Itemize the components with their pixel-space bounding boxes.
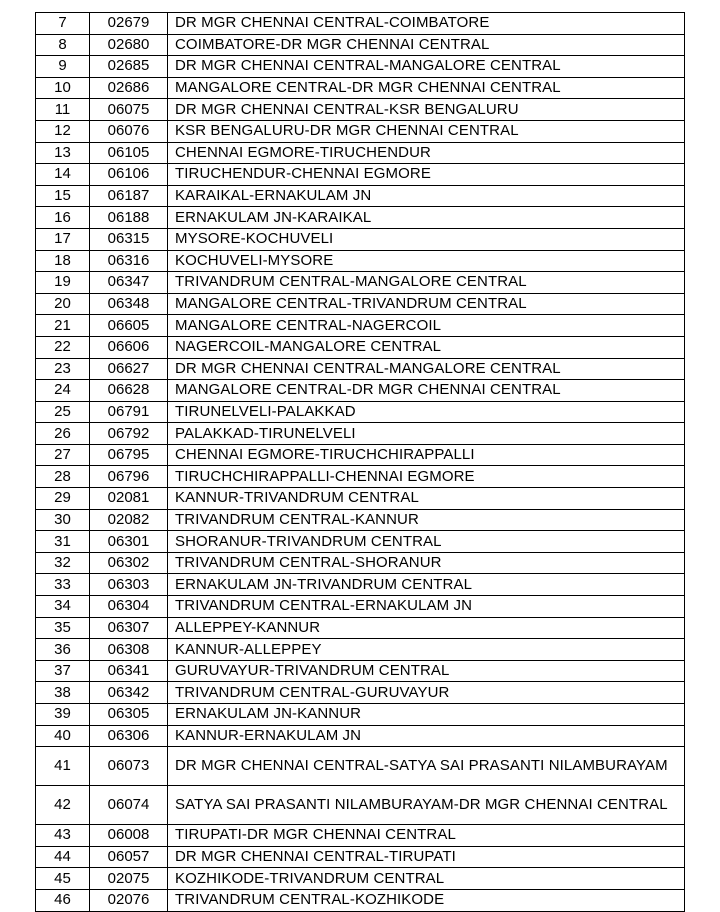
serial-number-cell: 9 [36,56,90,78]
table-row [36,423,685,445]
train-number-cell: 06076 [90,120,168,142]
train-number-cell: 06342 [90,682,168,704]
route-cell: KARAIKAL-ERNAKULAM JN [168,185,685,207]
train-number-cell: 02680 [90,34,168,56]
route-cell: GURUVAYUR-TRIVANDRUM CENTRAL [168,660,685,682]
serial-number-cell: 26 [36,423,90,445]
table-row [36,682,685,704]
table-row [36,34,685,56]
table-row [36,164,685,186]
train-number-cell: 02076 [90,889,168,911]
table-row [36,56,685,78]
train-number-cell: 06073 [90,747,168,786]
table-row [36,336,685,358]
serial-number-cell: 21 [36,315,90,337]
serial-number-cell: 19 [36,272,90,294]
serial-number-cell: 28 [36,466,90,488]
train-number-cell: 06106 [90,164,168,186]
train-number-cell: 06075 [90,99,168,121]
table-row [36,142,685,164]
route-cell: ALLEPPEY-KANNUR [168,617,685,639]
route-cell: DR MGR CHENNAI CENTRAL-KSR BENGALURU [168,99,685,121]
serial-number-cell: 8 [36,34,90,56]
train-number-cell: 06791 [90,401,168,423]
serial-number-cell: 24 [36,380,90,402]
route-cell: MYSORE-KOCHUVELI [168,228,685,250]
serial-number-cell: 39 [36,704,90,726]
route-cell: SATYA SAI PRASANTI NILAMBURAYAM-DR MGR CHENNAI CENTRAL [168,786,685,825]
table-row [36,531,685,553]
serial-number-cell: 36 [36,639,90,661]
route-cell: ERNAKULAM JN-KANNUR [168,704,685,726]
serial-number-cell: 30 [36,509,90,531]
train-number-cell: 06796 [90,466,168,488]
route-cell: TRIVANDRUM CENTRAL-KOZHIKODE [168,889,685,911]
table-row [36,185,685,207]
serial-number-cell: 37 [36,660,90,682]
serial-number-cell: 43 [36,825,90,847]
serial-number-cell: 34 [36,596,90,618]
table-row [36,99,685,121]
table-row [36,13,685,35]
serial-number-cell: 23 [36,358,90,380]
route-cell: TRIVANDRUM CENTRAL-ERNAKULAM JN [168,596,685,618]
route-cell: DR MGR CHENNAI CENTRAL-TIRUPATI [168,846,685,868]
serial-number-cell: 15 [36,185,90,207]
serial-number-cell: 35 [36,617,90,639]
route-cell: ERNAKULAM JN-KARAIKAL [168,207,685,229]
route-cell: KOZHIKODE-TRIVANDRUM CENTRAL [168,868,685,890]
serial-number-cell: 16 [36,207,90,229]
train-number-cell: 06187 [90,185,168,207]
serial-number-cell: 11 [36,99,90,121]
route-cell: NAGERCOIL-MANGALORE CENTRAL [168,336,685,358]
serial-number-cell: 46 [36,889,90,911]
route-cell: COIMBATORE-DR MGR CHENNAI CENTRAL [168,34,685,56]
train-number-cell: 06305 [90,704,168,726]
train-number-cell: 02075 [90,868,168,890]
serial-number-cell: 44 [36,846,90,868]
train-table-body [36,13,685,912]
route-cell: MANGALORE CENTRAL-DR MGR CHENNAI CENTRAL [168,77,685,99]
train-number-cell: 06304 [90,596,168,618]
table-row [36,77,685,99]
route-cell: ERNAKULAM JN-TRIVANDRUM CENTRAL [168,574,685,596]
route-cell: PALAKKAD-TIRUNELVELI [168,423,685,445]
serial-number-cell: 12 [36,120,90,142]
route-cell: DR MGR CHENNAI CENTRAL-MANGALORE CENTRAL [168,358,685,380]
serial-number-cell: 40 [36,725,90,747]
train-number-cell: 06306 [90,725,168,747]
table-row [36,747,685,786]
table-row [36,660,685,682]
train-number-cell: 06628 [90,380,168,402]
train-number-cell: 06795 [90,444,168,466]
table-row [36,889,685,911]
table-row [36,868,685,890]
table-row [36,825,685,847]
route-cell: CHENNAI EGMORE-TIRUCHENDUR [168,142,685,164]
train-number-cell: 06105 [90,142,168,164]
serial-number-cell: 17 [36,228,90,250]
table-row [36,704,685,726]
route-cell: CHENNAI EGMORE-TIRUCHCHIRAPPALLI [168,444,685,466]
route-cell: TIRUNELVELI-PALAKKAD [168,401,685,423]
train-number-cell: 06315 [90,228,168,250]
serial-number-cell: 7 [36,13,90,35]
serial-number-cell: 32 [36,552,90,574]
table-row [36,358,685,380]
route-cell: DR MGR CHENNAI CENTRAL-COIMBATORE [168,13,685,35]
serial-number-cell: 31 [36,531,90,553]
serial-number-cell: 20 [36,293,90,315]
route-cell: SHORANUR-TRIVANDRUM CENTRAL [168,531,685,553]
train-number-cell: 06057 [90,846,168,868]
route-cell: TRIVANDRUM CENTRAL-GURUVAYUR [168,682,685,704]
train-number-cell: 06348 [90,293,168,315]
table-row [36,574,685,596]
table-row [36,315,685,337]
train-number-cell: 02686 [90,77,168,99]
route-cell: TIRUCHENDUR-CHENNAI EGMORE [168,164,685,186]
train-number-cell: 06341 [90,660,168,682]
table-row [36,380,685,402]
route-cell: TRIVANDRUM CENTRAL-SHORANUR [168,552,685,574]
serial-number-cell: 14 [36,164,90,186]
serial-number-cell: 42 [36,786,90,825]
table-row [36,466,685,488]
table-row [36,207,685,229]
train-number-cell: 06188 [90,207,168,229]
train-number-cell: 06308 [90,639,168,661]
train-number-cell: 06008 [90,825,168,847]
table-row [36,639,685,661]
train-number-cell: 06316 [90,250,168,272]
route-cell: KANNUR-ALLEPPEY [168,639,685,661]
serial-number-cell: 38 [36,682,90,704]
table-row [36,846,685,868]
train-number-cell: 06307 [90,617,168,639]
serial-number-cell: 22 [36,336,90,358]
train-number-cell: 02081 [90,488,168,510]
route-cell: DR MGR CHENNAI CENTRAL-MANGALORE CENTRAL [168,56,685,78]
table-row [36,228,685,250]
table-row [36,488,685,510]
train-number-cell: 06627 [90,358,168,380]
route-cell: KANNUR-TRIVANDRUM CENTRAL [168,488,685,510]
route-cell: MANGALORE CENTRAL-DR MGR CHENNAI CENTRAL [168,380,685,402]
table-row [36,552,685,574]
table-row [36,617,685,639]
serial-number-cell: 41 [36,747,90,786]
serial-number-cell: 29 [36,488,90,510]
train-number-cell: 06074 [90,786,168,825]
route-cell: MANGALORE CENTRAL-TRIVANDRUM CENTRAL [168,293,685,315]
table-row [36,786,685,825]
train-table [35,12,685,912]
table-row [36,725,685,747]
table-row [36,293,685,315]
train-number-cell: 06302 [90,552,168,574]
train-number-cell: 02082 [90,509,168,531]
serial-number-cell: 18 [36,250,90,272]
table-row [36,401,685,423]
table-row [36,509,685,531]
train-number-cell: 06303 [90,574,168,596]
route-cell: KOCHUVELI-MYSORE [168,250,685,272]
route-cell: DR MGR CHENNAI CENTRAL-SATYA SAI PRASANTI NILAMBURAYAM [168,747,685,786]
route-cell: KANNUR-ERNAKULAM JN [168,725,685,747]
train-number-cell: 02685 [90,56,168,78]
table-row [36,250,685,272]
route-cell: TRIVANDRUM CENTRAL-MANGALORE CENTRAL [168,272,685,294]
serial-number-cell: 33 [36,574,90,596]
table-row [36,120,685,142]
route-cell: TIRUCHCHIRAPPALLI-CHENNAI EGMORE [168,466,685,488]
train-number-cell: 06605 [90,315,168,337]
serial-number-cell: 27 [36,444,90,466]
table-row [36,596,685,618]
train-number-cell: 06301 [90,531,168,553]
table-row [36,444,685,466]
route-cell: KSR BENGALURU-DR MGR CHENNAI CENTRAL [168,120,685,142]
route-cell: TRIVANDRUM CENTRAL-KANNUR [168,509,685,531]
route-cell: TIRUPATI-DR MGR CHENNAI CENTRAL [168,825,685,847]
train-number-cell: 06792 [90,423,168,445]
serial-number-cell: 10 [36,77,90,99]
route-cell: MANGALORE CENTRAL-NAGERCOIL [168,315,685,337]
train-number-cell: 02679 [90,13,168,35]
serial-number-cell: 25 [36,401,90,423]
serial-number-cell: 45 [36,868,90,890]
serial-number-cell: 13 [36,142,90,164]
train-number-cell: 06347 [90,272,168,294]
table-row [36,272,685,294]
train-number-cell: 06606 [90,336,168,358]
